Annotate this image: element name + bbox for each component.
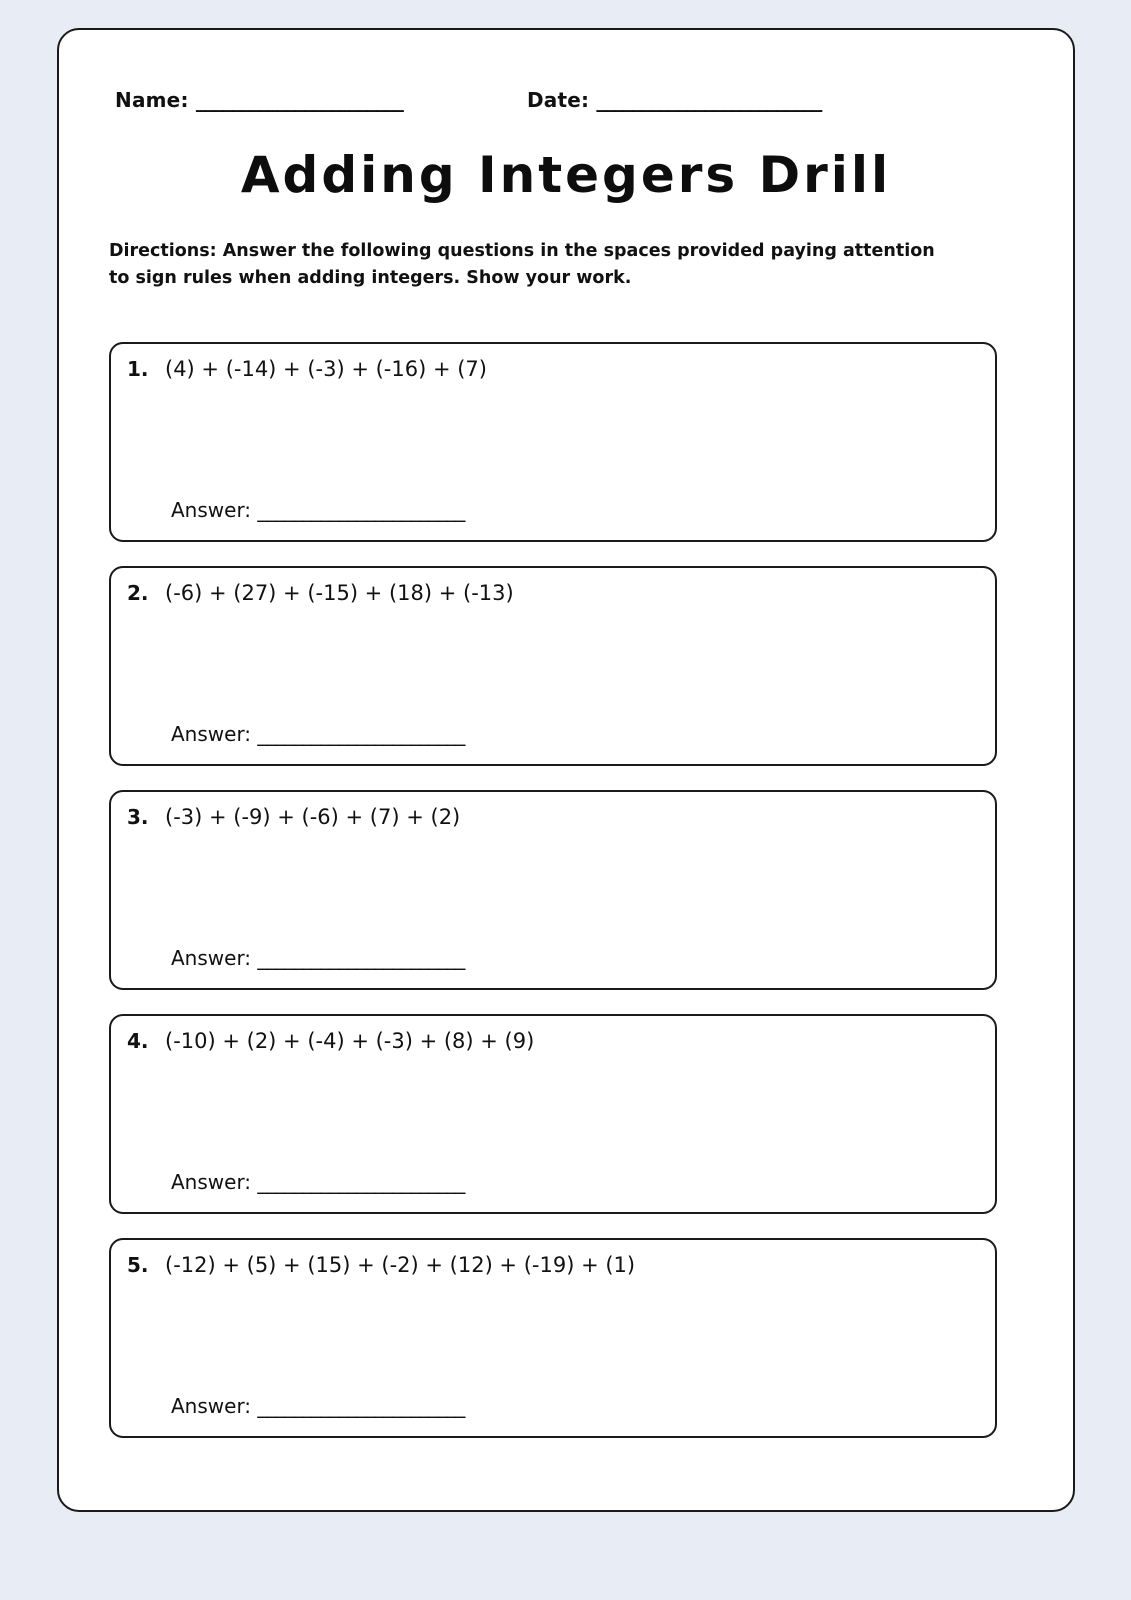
- problem-expression: (-12) + (5) + (15) + (-2) + (12) + (-19) + (1): [165, 1253, 636, 1277]
- answer-label: Answer:: [171, 722, 252, 746]
- answer-blank-line[interactable]: _______________________: [257, 722, 465, 746]
- problem-expression: (4) + (-14) + (-3) + (-16) + (7): [165, 357, 487, 381]
- answer-blank-line[interactable]: _______________________: [257, 1394, 465, 1418]
- problem-expression: (-10) + (2) + (-4) + (-3) + (8) + (9): [165, 1029, 535, 1053]
- problem-number: 1.: [127, 357, 149, 381]
- answer-label: Answer:: [171, 498, 252, 522]
- problem-item: [109, 790, 997, 990]
- name-label: Name:: [115, 88, 189, 112]
- problem-item: [109, 1014, 997, 1214]
- answer-blank-line[interactable]: _______________________: [257, 498, 465, 522]
- worksheet-page: [57, 28, 1075, 1512]
- problem-number: 3.: [127, 805, 149, 829]
- answer-label: Answer:: [171, 1394, 252, 1418]
- name-field: [115, 88, 403, 112]
- problem-item: [109, 1238, 997, 1438]
- answer-line[interactable]: [171, 1394, 464, 1418]
- worksheet-header: [59, 88, 1073, 122]
- date-label: Date:: [527, 88, 590, 112]
- name-blank-line[interactable]: _______________________: [195, 88, 403, 112]
- answer-blank-line[interactable]: _______________________: [257, 946, 465, 970]
- date-field: [527, 88, 821, 112]
- problem-number: 2.: [127, 581, 149, 605]
- answer-label: Answer:: [171, 1170, 252, 1194]
- page-title: Adding Integers Drill: [240, 146, 892, 204]
- problem-number: 5.: [127, 1253, 149, 1277]
- problem-expression: (-3) + (-9) + (-6) + (7) + (2): [165, 805, 461, 829]
- answer-label: Answer:: [171, 946, 252, 970]
- problem-number: 4.: [127, 1029, 149, 1053]
- problem-item: [109, 566, 997, 766]
- answer-blank-line[interactable]: _______________________: [257, 1170, 465, 1194]
- date-blank-line[interactable]: _________________________: [596, 88, 822, 112]
- problem-item: [109, 342, 997, 542]
- problem-list: [109, 342, 997, 1462]
- answer-line[interactable]: [171, 946, 464, 970]
- answer-line[interactable]: [171, 498, 464, 522]
- answer-line[interactable]: [171, 1170, 464, 1194]
- directions-text: Directions: Answer the following questions in the spaces provided paying attention to sign rules when adding integers. Show your work.: [109, 241, 935, 289]
- problem-expression: (-6) + (27) + (-15) + (18) + (-13): [165, 581, 514, 605]
- answer-line[interactable]: [171, 722, 464, 746]
